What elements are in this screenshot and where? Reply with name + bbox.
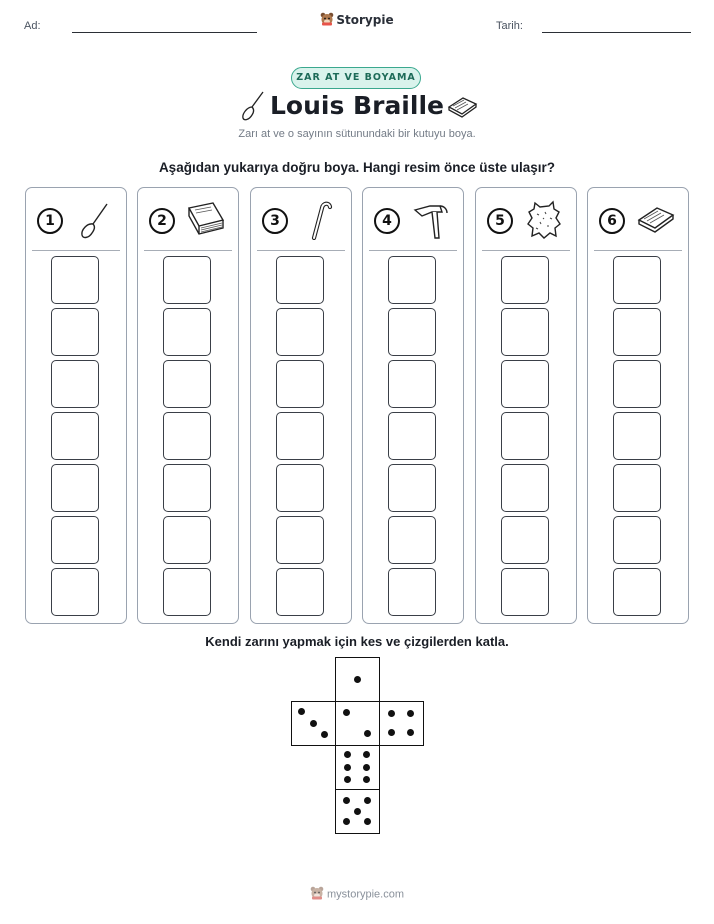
dice-face-2 bbox=[335, 701, 380, 746]
dice-pip bbox=[343, 709, 350, 716]
coloring-box[interactable] bbox=[613, 360, 661, 408]
instruction: Aşağıdan yukarıya doğru boya. Hangi resim önce üste ulaşır? bbox=[158, 160, 556, 175]
coloring-box[interactable] bbox=[388, 412, 436, 460]
coloring-box[interactable] bbox=[276, 360, 324, 408]
dice-pip bbox=[298, 708, 305, 715]
dice-face-6 bbox=[335, 745, 380, 790]
coloring-box[interactable] bbox=[388, 464, 436, 512]
coloring-box[interactable] bbox=[501, 412, 549, 460]
dice-net-caption: Kendi zarını yapmak için kes ve çizgilerden katla. bbox=[205, 634, 509, 649]
page-title: Louis Braille bbox=[270, 91, 444, 120]
column-5 bbox=[475, 187, 577, 624]
column-1 bbox=[25, 187, 127, 624]
coloring-box[interactable] bbox=[163, 256, 211, 304]
bear-logo-icon bbox=[310, 886, 324, 903]
column-divider bbox=[594, 250, 682, 251]
cane-icon bbox=[298, 200, 340, 240]
date-line[interactable] bbox=[542, 32, 691, 33]
coloring-box[interactable] bbox=[276, 308, 324, 356]
footer-url[interactable]: mystorypie.com bbox=[326, 888, 405, 901]
slate-icon bbox=[446, 95, 478, 124]
coloring-box[interactable] bbox=[613, 308, 661, 356]
dice-face-4 bbox=[379, 701, 424, 746]
column-number: 6 bbox=[599, 208, 625, 234]
coloring-box[interactable] bbox=[388, 360, 436, 408]
dice-pip bbox=[343, 818, 350, 825]
coloring-box[interactable] bbox=[501, 568, 549, 616]
dice-pip bbox=[354, 676, 361, 683]
dice-pip bbox=[363, 776, 370, 783]
column-divider bbox=[144, 250, 232, 251]
dice-pip bbox=[363, 764, 370, 771]
brand-name: Storypie bbox=[336, 13, 394, 27]
dice-pip bbox=[364, 818, 371, 825]
column-number: 2 bbox=[149, 208, 175, 234]
awl-icon bbox=[73, 200, 115, 240]
column-4 bbox=[362, 187, 464, 624]
coloring-box[interactable] bbox=[501, 308, 549, 356]
coloring-box[interactable] bbox=[501, 516, 549, 564]
column-number: 5 bbox=[487, 208, 513, 234]
coloring-box[interactable] bbox=[51, 308, 99, 356]
coloring-box[interactable] bbox=[51, 412, 99, 460]
column-6 bbox=[587, 187, 689, 624]
coloring-box[interactable] bbox=[613, 256, 661, 304]
book-icon bbox=[185, 200, 227, 240]
column-divider bbox=[482, 250, 570, 251]
column-number: 1 bbox=[37, 208, 63, 234]
coloring-box[interactable] bbox=[51, 464, 99, 512]
slate-icon bbox=[635, 200, 677, 240]
coloring-box[interactable] bbox=[51, 568, 99, 616]
activity-tag: ZAR AT VE BOYAMA bbox=[291, 67, 421, 89]
coloring-box[interactable] bbox=[276, 412, 324, 460]
dice-pip bbox=[363, 751, 370, 758]
dice-pip bbox=[321, 731, 328, 738]
dice-pip bbox=[407, 710, 414, 717]
dice-face-1 bbox=[335, 657, 380, 702]
footer bbox=[0, 886, 714, 903]
coloring-box[interactable] bbox=[388, 516, 436, 564]
coloring-box[interactable] bbox=[501, 360, 549, 408]
column-3 bbox=[250, 187, 352, 624]
dice-pip bbox=[364, 730, 371, 737]
dice-pip bbox=[388, 710, 395, 717]
coloring-box[interactable] bbox=[51, 360, 99, 408]
coloring-box[interactable] bbox=[501, 464, 549, 512]
name-label: Ad: bbox=[24, 20, 41, 32]
coloring-box[interactable] bbox=[163, 568, 211, 616]
coloring-box[interactable] bbox=[501, 256, 549, 304]
coloring-box[interactable] bbox=[51, 256, 99, 304]
coloring-box[interactable] bbox=[613, 568, 661, 616]
coloring-box[interactable] bbox=[51, 516, 99, 564]
date-label: Tarih: bbox=[496, 20, 523, 32]
coloring-box[interactable] bbox=[613, 412, 661, 460]
dice-pip bbox=[388, 729, 395, 736]
coloring-box[interactable] bbox=[388, 256, 436, 304]
coloring-box[interactable] bbox=[276, 568, 324, 616]
coloring-box[interactable] bbox=[276, 256, 324, 304]
brand-logo bbox=[0, 12, 714, 29]
coloring-box[interactable] bbox=[388, 568, 436, 616]
dice-pip bbox=[344, 776, 351, 783]
column-divider bbox=[369, 250, 457, 251]
column-number: 3 bbox=[262, 208, 288, 234]
leather-hide-icon bbox=[523, 200, 565, 240]
coloring-box[interactable] bbox=[163, 360, 211, 408]
name-line[interactable] bbox=[72, 32, 257, 33]
dice-pip bbox=[344, 751, 351, 758]
coloring-box[interactable] bbox=[163, 464, 211, 512]
dice-pip bbox=[407, 729, 414, 736]
coloring-box[interactable] bbox=[163, 516, 211, 564]
column-divider bbox=[32, 250, 120, 251]
coloring-box[interactable] bbox=[388, 308, 436, 356]
coloring-box[interactable] bbox=[613, 464, 661, 512]
column-number: 4 bbox=[374, 208, 400, 234]
dice-face-3 bbox=[291, 701, 336, 746]
coloring-box[interactable] bbox=[276, 516, 324, 564]
coloring-box[interactable] bbox=[613, 516, 661, 564]
dice-pip bbox=[364, 797, 371, 804]
bear-logo-icon bbox=[320, 12, 334, 29]
dice-pip bbox=[344, 764, 351, 771]
dice-pip bbox=[310, 720, 317, 727]
column-2 bbox=[137, 187, 239, 624]
subtitle: Zarı at ve o sayının sütunundaki bir kutuyu boya. bbox=[238, 128, 476, 140]
coloring-box[interactable] bbox=[163, 308, 211, 356]
dice-pip bbox=[343, 797, 350, 804]
dice-pip bbox=[354, 808, 361, 815]
hammer-icon bbox=[410, 200, 452, 240]
dice-face-5 bbox=[335, 789, 380, 834]
column-divider bbox=[257, 250, 345, 251]
coloring-box[interactable] bbox=[276, 464, 324, 512]
coloring-box[interactable] bbox=[163, 412, 211, 460]
